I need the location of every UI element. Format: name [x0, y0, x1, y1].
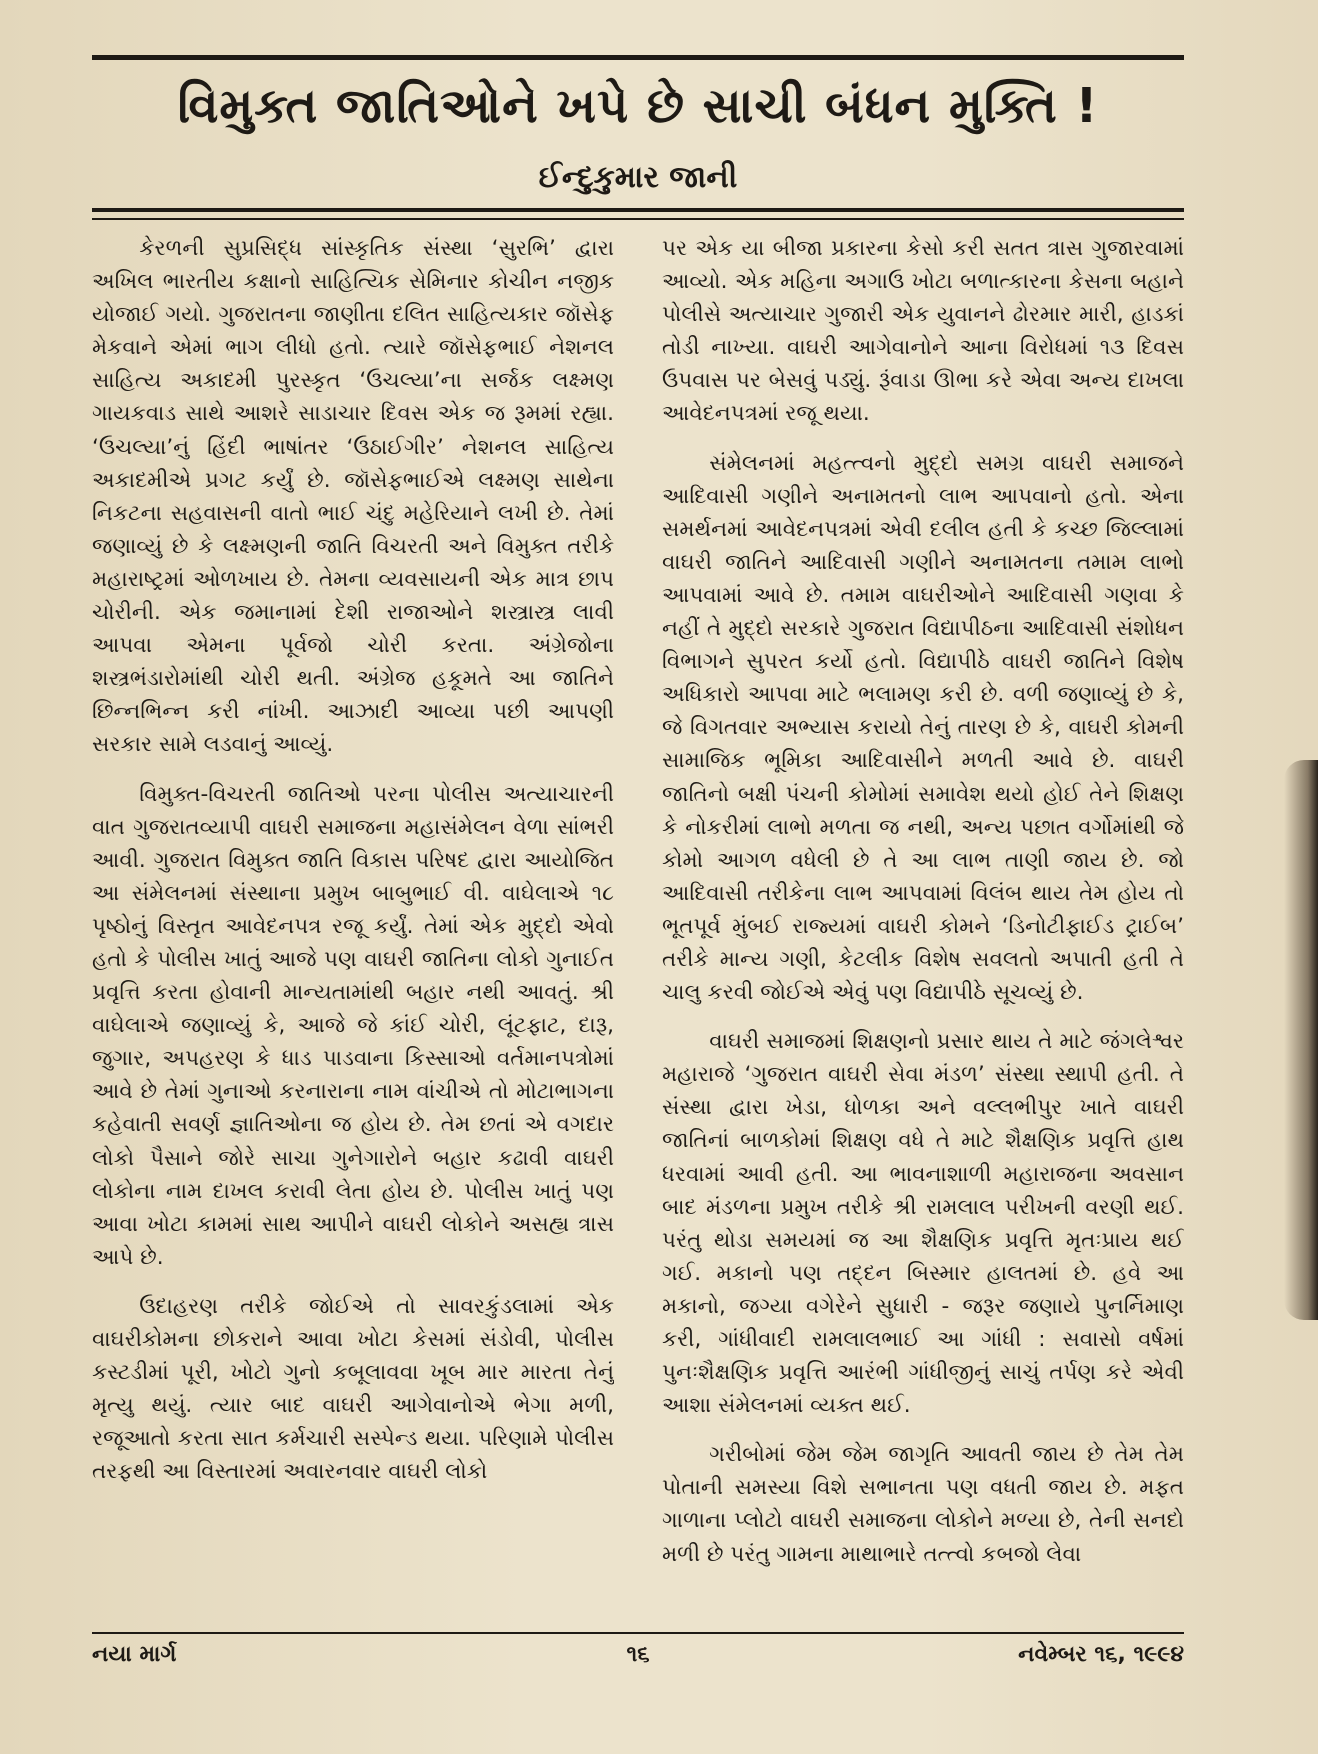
footer-rule — [92, 1632, 1184, 1634]
paragraph: વાઘરી સમાજમાં શિક્ષણનો પ્રસાર થાય તે માટે જંગલેશ્વર મહારાજે ‘ગુજરાત વાઘરી સેવા મંડળ’ સંસ્થા સ્થાપી હતી. તે સંસ્થા દ્વારા ખેડા, ધોળકા અને વલ્લભીપુર ખાતે વાઘરી જાતિનાં બાળકોમાં શિક્ષણ વધે તે માટે શૈક્ષણિક પ્રવૃત્તિ હાથ ધરવામાં આવી હતી. આ ભાવનાશાળી મહારાજના અવસાન બાદ મંડળના પ્રમુખ તરીકે શ્રી રામલાલ પરીખની વરણી થઈ. પરંતુ થોડા સમયમાં જ આ શૈક્ષણિક પ્રવૃત્તિ મૃતઃપ્રાય થઈ ગઈ. મકાનો પણ તદ્દન બિસ્માર હાલતમાં છે. હવે આ મકાનો, જગ્યા વગેરેને સુધારી - જરૂર જણાયે પુનર્નિમાણ કરી, ગાંધીવાદી રામલાલભાઈ આ ગાંધી : સવાસો વર્ષમાં પુનઃશૈક્ષણિક પ્રવૃત્તિ આરંભી ગાંધીજીનું સાચું તર્પણ કરે એવી આશા સંમેલનમાં વ્યક્ત થઈ. — [662, 1029, 1184, 1419]
paragraph: કેરળની સુપ્રસિદ્ધ સાંસ્કૃતિક સંસ્થા ‘સુરભિ’ દ્વારા અખિલ ભારતીય કક્ષાનો સાહિત્યિક સેમિનાર કોચીન નજીક યોજાઈ ગયો. ગુજરાતના જાણીતા દલિત સાહિત્યકાર જૉસેફ મેકવાને એમાં ભાગ લીધો હતો. ત્યારે જૉસેફભાઈ નેશનલ સાહિત્ય અકાદમી પુરસ્કૃત ‘ઉચલ્યા’ના સર્જક લક્ષ્મણ ગાયકવાડ સાથે આશરે સાડાચાર દિવસ એક જ રૂમમાં રહ્યા. ‘ઉચલ્યા’નું હિંદી ભાષાંતર ‘ઉઠાઈગીર’ નેશનલ સાહિત્ય અકાદમીએ પ્રગટ કર્યું છે. જૉસેફભાઈએ લક્ષ્મણ સાથેના નિકટના સહવાસની વાતો ભાઈ ચંદુ મહેરિયાને લખી છે. તેમાં જણાવ્યું છે કે લક્ષ્મણની જાતિ વિચરતી અને વિમુક્ત તરીકે મહારાષ્ટ્રમાં ઓળખાય છે. તેમના વ્યવસાયની એક માત્ર છાપ ચોરીની. એક જમાનામાં દેશી રાજાઓને શસ્ત્રાસ્ત્ર લાવી આપવા એમના પૂર્વજો ચોરી કરતા. અંગ્રેજોના શસ્ત્રભંડારોમાંથી ચોરી થતી. અંગ્રેજ હકૂમતે આ જાતિને છિન્નભિન્ન કરી નાંખી. આઝાદી આવ્યા પછી આપણી સરકાર સામે લડવાનું આવ્યું. — [92, 236, 614, 758]
left-column — [92, 232, 614, 1622]
paragraph: ગરીબોમાં જેમ જેમ જાગૃતિ આવતી જાય છે તેમ તેમ પોતાની સમસ્યા વિશે સભાનતા પણ વધતી જાય છે. મફત ગાળાના પ્લોટો વાઘરી સમાજના લોકોને મળ્યા છે, તેની સનદો મળી છે પરંતુ ગામના માથાભારે તત્ત્વો કબજો લેવા — [662, 1442, 1184, 1567]
article-author: ઈન્દુકુમાર જાની — [538, 160, 738, 195]
issue-date: નવેમ્બર ૧૬, ૧૯૯૪ — [1018, 1642, 1184, 1667]
header-rule-thick — [92, 208, 1184, 212]
article-body — [92, 232, 1184, 1622]
paragraph: પર એક યા બીજા પ્રકારના કેસો કરી સતત ત્રાસ ગુજારવામાં આવ્યો. એક મહિના અગાઉ ખોટા બળાત્કારના કેસના બહાને પોલીસે અત્યાચાર ગુજારી એક યુવાનને ઢોરમાર મારી, હાડકાં તોડી નાખ્યા. વાઘરી આગેવાનોને આના વિરોધમાં ૧૩ દિવસ ઉપવાસ પર બેસવું પડ્યું. રૂંવાડા ઊભા કરે એવા અન્ય દાખલા આવેદનપત્રમાં રજૂ થયા. — [662, 236, 1184, 427]
article-title: વિમુક્ત જાતિઓને ખપે છે સાચી બંધન મુક્તિ ! — [177, 78, 1099, 134]
page-footer — [92, 1642, 1184, 1667]
paragraph: વિમુક્ત-વિચરતી જાતિઓ પરના પોલીસ અત્યાચારની વાત ગુજરાતવ્યાપી વાઘરી સમાજના મહાસંમેલન વેળા સાંભરી આવી. ગુજરાત વિમુક્ત જાતિ વિકાસ પરિષદ દ્વારા આયોજિત આ સંમેલનમાં સંસ્થાના પ્રમુખ બાબુભાઈ વી. વાઘેલાએ ૧૮ પૃષ્ઠોનું વિસ્તૃત આવેદનપત્ર રજૂ કર્યું. તેમાં એક મુદ્દો એવો હતો કે પોલીસ ખાતું આજે પણ વાઘરી જાતિના લોકો ગુનાઈત પ્રવૃત્તિ કરતા હોવાની માન્યતામાંથી બહાર નથી આવતું. શ્રી વાઘેલાએ જણાવ્યું કે, આજે જે કાંઈ ચોરી, લૂંટફાટ, દારૂ, જુગાર, અપહરણ કે ધાડ પાડવાના કિસ્સાઓ વર્તમાનપત્રોમાં આવે છે તેમાં ગુનાઓ કરનારાના નામ વાંચીએ તો મોટાભાગના કહેવાતી સવર્ણ જ્ઞાતિઓના જ હોય છે. તેમ છતાં એ વગદાર લોકો પૈસાને જોરે સાચા ગુનેગારોને બહાર કઢાવી વાઘરી લોકોના નામ દાખલ કરાવી લેતા હોય છે. પોલીસ ખાતું પણ આવા ખોટા કામમાં સાથ આપીને વાઘરી લોકોને અસહ્ય ત્રાસ આપે છે. — [92, 781, 614, 1270]
right-column — [662, 232, 1184, 1622]
torn-page-edge — [1284, 760, 1318, 1320]
paragraph: ઉદાહરણ તરીકે જોઈએ તો સાવરકુંડલામાં એક વાઘરીકોમના છોકરાને આવા ખોટા કેસમાં સંડોવી, પોલીસ કસ્ટડીમાં પૂરી, ખોટો ગુનો કબૂલાવવા ખૂબ માર મારતા તેનું મૃત્યુ થયું. ત્યાર બાદ વાઘરી આગેવાનોએ ભેગા મળી, રજૂઆતો કરતા સાત કર્મચારી સસ્પેન્ડ થયા. પરિણામે પોલીસ તરફથી આ વિસ્તારમાં અવારનવાર વાઘરી લોકો — [92, 1293, 614, 1485]
page-number: ૧૬ — [626, 1642, 650, 1667]
header-rule-thin — [92, 218, 1184, 220]
publication-name: નયા માર્ગ — [92, 1642, 177, 1667]
top-rule — [92, 55, 1184, 60]
paragraph: સંમેલનમાં મહત્ત્વનો મુદ્દો સમગ્ર વાઘરી સમાજને આદિવાસી ગણીને અનામતનો લાભ આપવાનો હતો. એના સમર્થનમાં આવેદનપત્રમાં એવી દલીલ હતી કે કચ્છ જિલ્લામાં વાઘરી જાતિને આદિવાસી ગણીને અનામતના તમામ લાભો આપવામાં આવે છે. તમામ વાઘરીઓને આદિવાસી ગણવા કે નહીં તે મુદ્દો સરકારે ગુજરાત વિદ્યાપીઠના આદિવાસી સંશોધન વિભાગને સુપરત કર્યો હતો. વિદ્યાપીઠે વાઘરી જાતિને વિશેષ અધિકારો આપવા માટે ભલામણ કરી છે. વળી જણાવ્યું છે કે, જે વિગતવાર અભ્યાસ કરાયો તેનું તારણ છે કે, વાઘરી કોમની સામાજિક ભૂમિકા આદિવાસીને મળતી આવે છે. વાઘરી જાતિનો બક્ષી પંચની કોમોમાં સમાવેશ થયો હોઈ તેને શિક્ષણ કે નોકરીમાં લાભો મળતા જ નથી, અન્ય પછાત વર્ગોમાંથી જે કોમો આગળ વધેલી છે તે આ લાભ તાણી જાય છે. જો આદિવાસી તરીકેના લાભ આપવામાં વિલંબ થાય તેમ હોય તો ભૂતપૂર્વ મુંબઈ રાજ્યમાં વાઘરી કોમને ‘ડિનોટીફાઈડ ટ્રાઈબ’ તરીકે માન્ય ગણી, કેટલીક વિશેષ સવલતો અપાતી હતી તે ચાલુ કરવી જોઈએ એવું પણ વિદ્યાપીઠે સૂચવ્યું છે. — [662, 450, 1184, 1006]
